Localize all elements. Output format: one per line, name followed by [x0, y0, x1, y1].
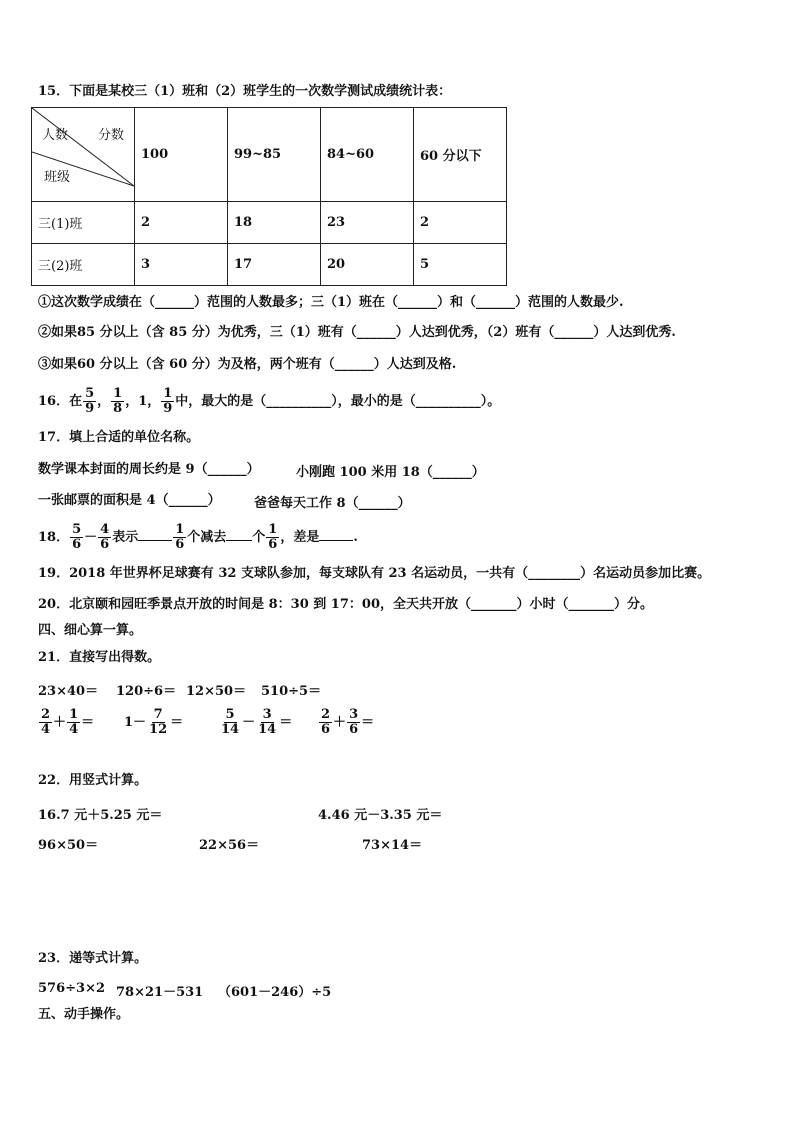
- q15-title: 15．下面是某校三（1）班和（2）班学生的一次数学测试成绩统计表：: [38, 84, 452, 99]
- header-cell: 60 分以下: [414, 108, 507, 202]
- diagonal-lines: [32, 108, 134, 202]
- corner-count-label: 人数: [42, 128, 69, 143]
- q21-expr: 120÷6＝: [116, 684, 177, 699]
- q22-expr: 4.46 元－3.35 元＝: [318, 808, 443, 823]
- q18: 18． $\frac{5}{6}$ － $\frac{4}{6}$ 表示 $\frac{1}{6}$ 个减去 个 $\frac{1}{6}$ ，差是 .: [38, 522, 358, 552]
- table-cell: 3: [135, 244, 228, 286]
- q17-d: 爸爸每天工作 8（______）: [254, 496, 411, 511]
- q22-title: 22．用竖式计算。: [38, 773, 148, 788]
- class-cell: 三(2)班: [32, 244, 135, 286]
- answer-blank[interactable]: [319, 528, 353, 541]
- q21-frac-expr-1: $\frac{2}{4}$ ＋ $\frac{1}{4}$ ＝: [41, 707, 95, 737]
- q17-b: 小刚跑 100 米用 18（______）: [296, 465, 485, 480]
- q17-a: 数学课本封面的周长约是 9（______）: [38, 462, 260, 477]
- table-cell: 18: [228, 202, 321, 244]
- table-cell: 2: [414, 202, 507, 244]
- table-cell: 23: [321, 202, 414, 244]
- table-cell: 2: [135, 202, 228, 244]
- q23-expr: 576÷3×2: [38, 981, 106, 996]
- header-cell: 84~60: [321, 108, 414, 202]
- table-row: [32, 244, 507, 286]
- answer-blank[interactable]: [226, 528, 252, 541]
- q17-c: 一张邮票的面积是 4（______）: [38, 493, 221, 508]
- q19: 19．2018 年世界杯足球赛有 32 支球队参加，每支球队有 23 名运动员，一共有（________）名运动员参加比赛。: [38, 566, 711, 581]
- q15-item2: ②如果85 分以上（含 85 分）为优秀，三（1）班有（______）人达到优秀，（2）班有（______）人达到优秀.: [38, 325, 676, 340]
- q15-item1: ①这次数学成绩在（______）范围的人数最多；三（1）班在（______）和（______）范围的人数最少.: [38, 295, 624, 310]
- answer-blank[interactable]: [138, 528, 172, 541]
- score-table: [31, 107, 507, 286]
- fraction: $\frac{1}{9}$: [163, 386, 173, 416]
- q22-expr: 96×50＝: [38, 838, 99, 853]
- table-corner-header: [32, 108, 135, 202]
- fraction: $\frac{1}{8}$: [113, 386, 123, 416]
- q21-expr: 510÷5＝: [261, 684, 322, 699]
- q22-expr: 73×14＝: [362, 838, 423, 853]
- table-cell: 5: [414, 244, 507, 286]
- table-cell: 20: [321, 244, 414, 286]
- q23-title: 23．递等式计算。: [38, 951, 148, 966]
- corner-class-label: 班级: [44, 170, 71, 185]
- q21-expr: 23×40＝: [38, 684, 99, 699]
- fraction: $\frac{1}{6}$: [175, 522, 185, 552]
- section-4-title: 四、细心算一算。: [38, 623, 143, 638]
- q17-title: 17．填上合适的单位名称。: [38, 430, 200, 445]
- fraction: $\frac{5}{9}$: [85, 386, 95, 416]
- fraction: $\frac{4}{6}$: [100, 522, 110, 552]
- q15-item3: ③如果60 分以上（含 60 分）为及格，两个班有（______）人达到及格.: [38, 357, 457, 372]
- q23-expr: （601－246）÷5: [218, 985, 332, 1000]
- table-cell: 17: [228, 244, 321, 286]
- q16-suffix: 中，最大的是（__________），最小的是（__________）。: [175, 394, 501, 409]
- corner-score-label: 分数: [98, 128, 125, 143]
- q22-expr: 16.7 元＋5.25 元＝: [38, 808, 163, 823]
- section-5-title: 五、动手操作。: [38, 1007, 130, 1022]
- table-row: [32, 202, 507, 244]
- q20: 20．北京颐和园旺季景点开放的时间是 8：30 到 17：00，全天共开放（_______）小时（_______）分。: [38, 597, 653, 612]
- q21-frac-expr-2: 1－ $\frac{7}{12}$ ＝: [124, 707, 184, 737]
- header-cell: 100: [135, 108, 228, 202]
- fraction: $\frac{5}{6}$: [72, 522, 82, 552]
- q21-title: 21．直接写出得数。: [38, 650, 161, 665]
- q22-expr: 22×56＝: [199, 838, 260, 853]
- header-cell: 99~85: [228, 108, 321, 202]
- class-cell: 三(1)班: [32, 202, 135, 244]
- q23-expr: 78×21－531: [116, 985, 204, 1000]
- q16: 16．在 $\frac{5}{9}$ ， $\frac{1}{8}$ ，1， $\frac{1}{9}$ 中，最大的是（__________），最小的是（__________）。: [38, 386, 501, 416]
- q21-expr: 12×50＝: [186, 684, 247, 699]
- q21-frac-expr-3: $\frac{5}{14}$ － $\frac{3}{14}$ ＝: [221, 707, 293, 737]
- q21-frac-expr-4: $\frac{2}{6}$ ＋ $\frac{3}{6}$ ＝: [321, 707, 375, 737]
- fraction: $\frac{1}{6}$: [268, 522, 278, 552]
- q16-prefix: 16．在: [38, 394, 83, 409]
